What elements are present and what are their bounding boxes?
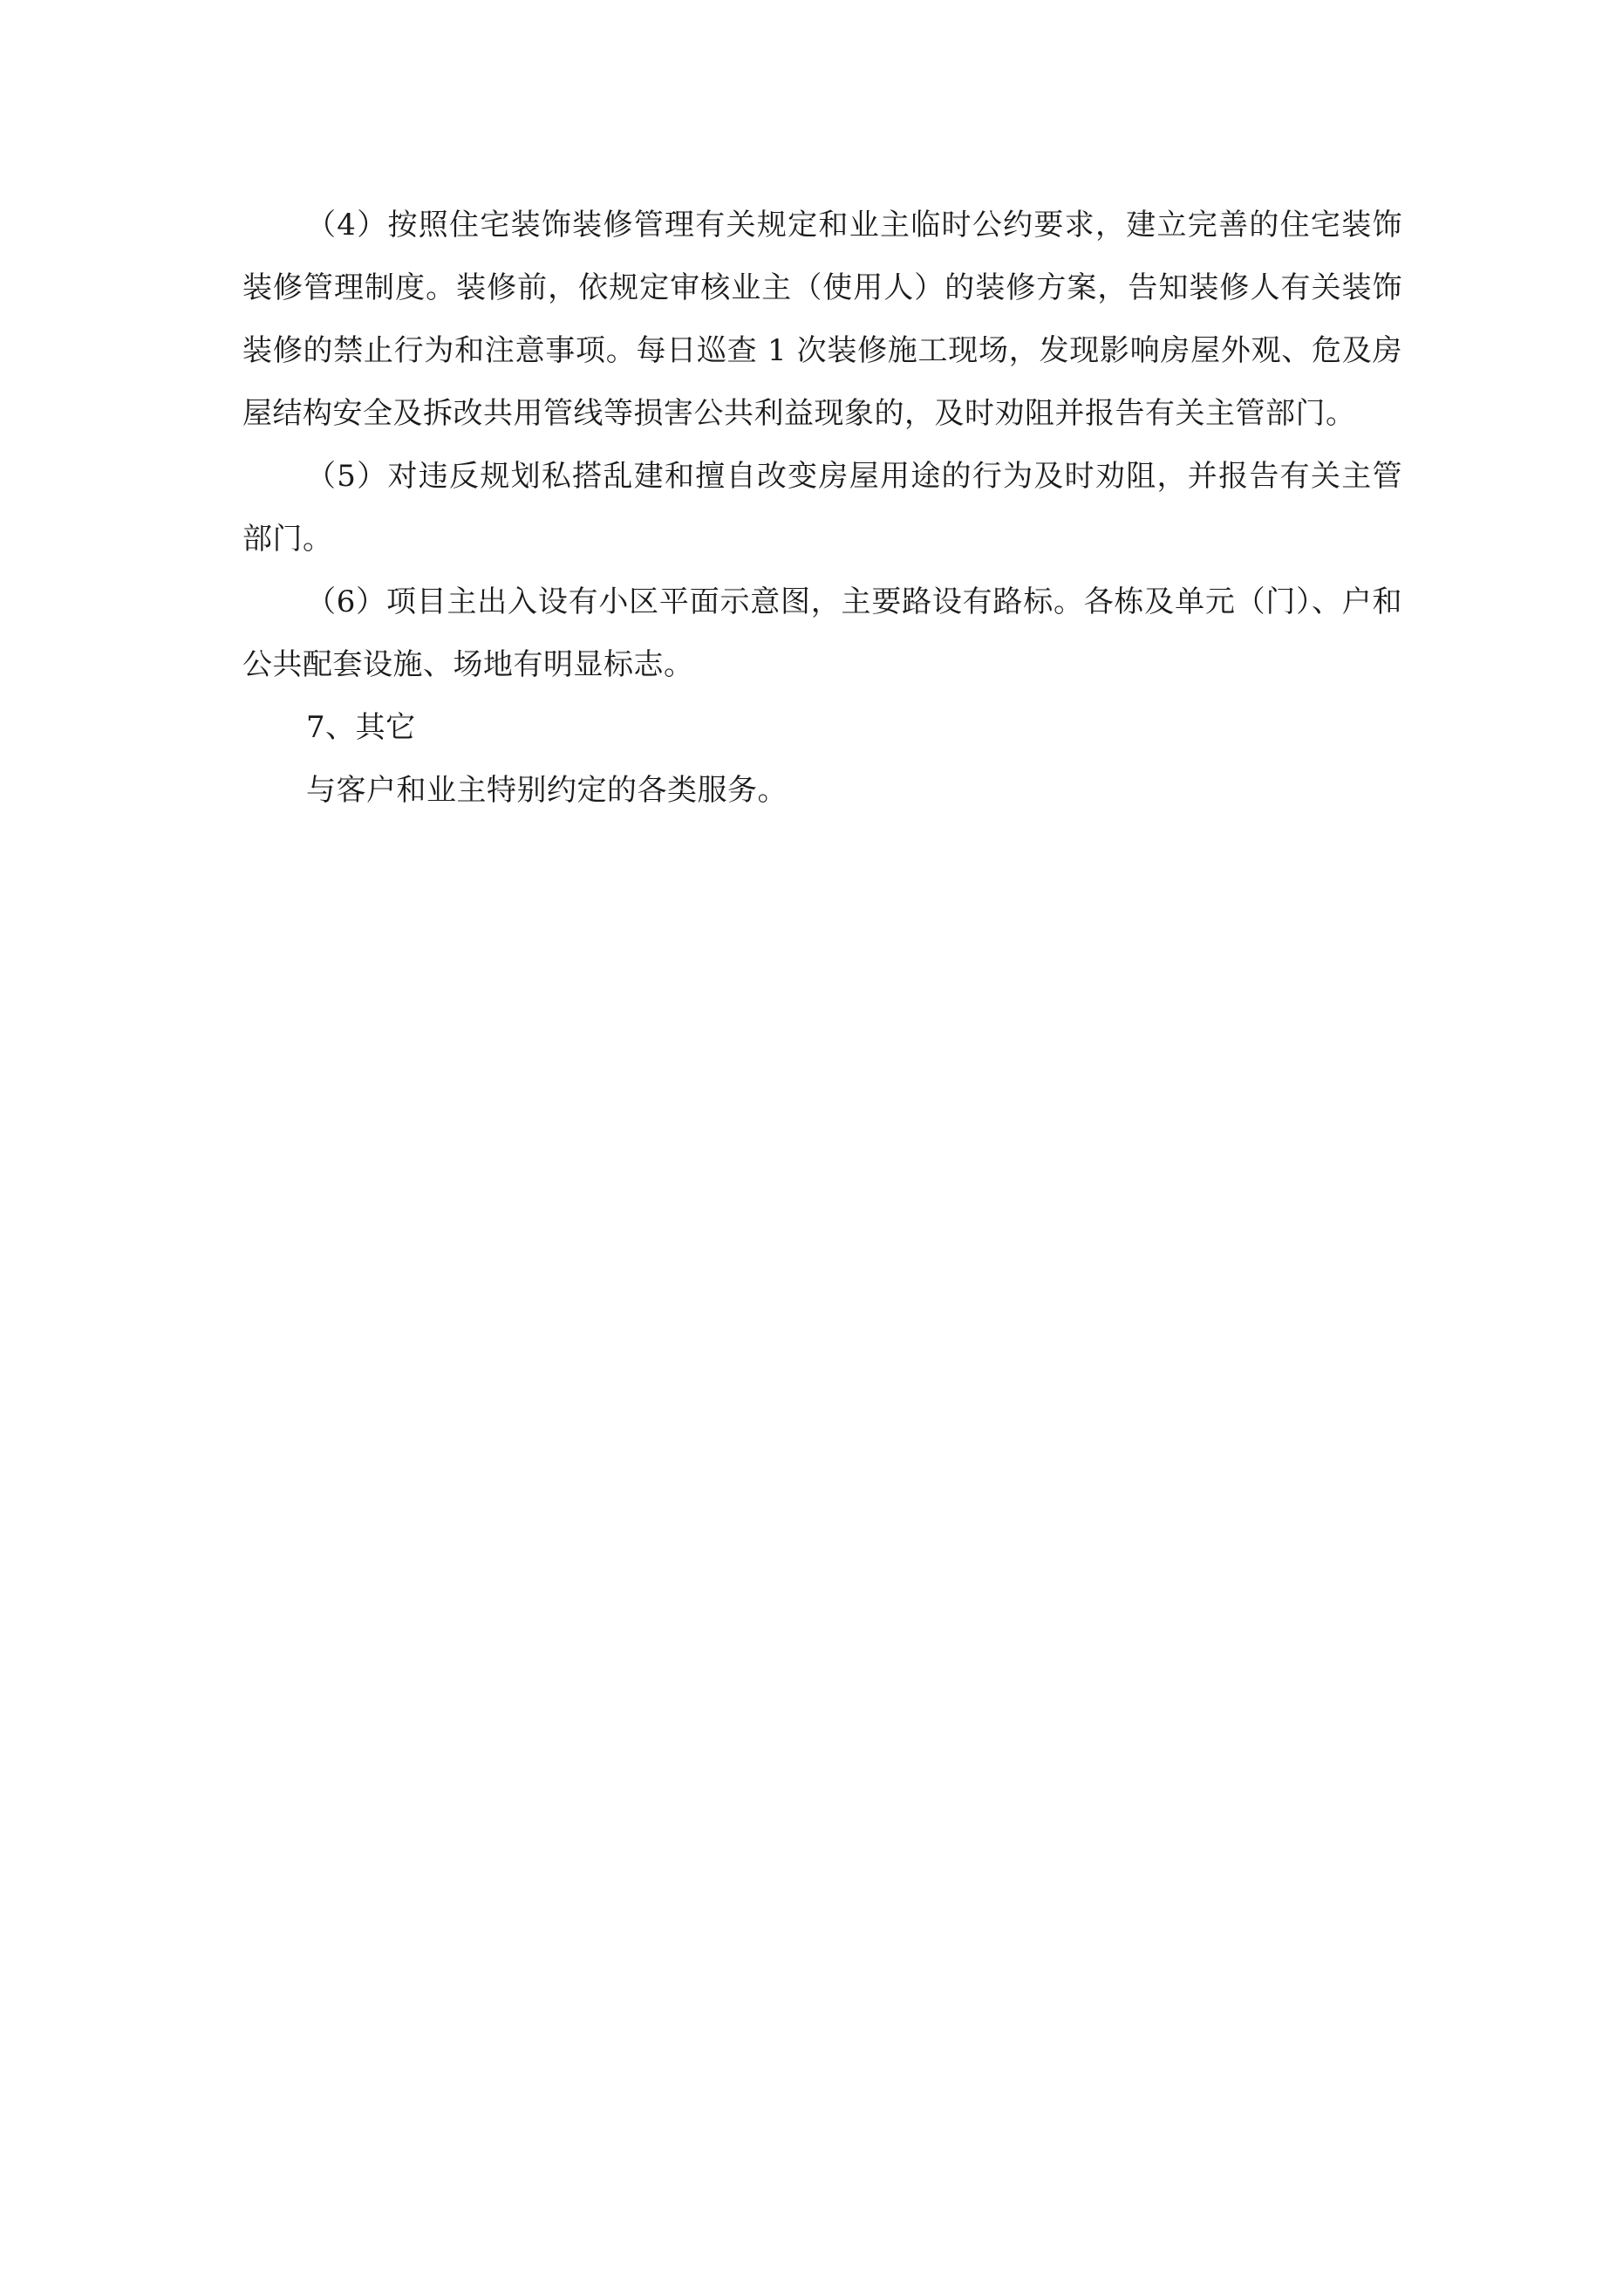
paragraph-decoration-management: （4）按照住宅装饰装修管理有关规定和业主临时公约要求，建立完善的住宅装饰装修管理制度。装修前，依规定审核业主（使用人）的装修方案，告知装修人有关装饰装修的禁止行为和注意事项。每日巡查 1 次装修施工现场，发现影响房屋外观、危及房屋结构安全及拆改共用管线等损害公共利益现象的，及时劝阻并报告有关主管部门。: [242, 208, 1402, 431]
paragraph-signage: （6）项目主出入设有小区平面示意图，主要路设有路标。各栋及单元（门）、户和公共配套设施、场地有明显标志。: [242, 584, 1402, 682]
document-body: [242, 194, 1402, 822]
section-heading-other: 7、其它: [306, 710, 416, 745]
paragraph-special-services: 与客户和业主特别约定的各类服务。: [306, 773, 788, 808]
paragraph-illegal-construction: （5）对违反规划私搭乱建和擅自改变房屋用途的行为及时劝阻，并报告有关主管部门。: [242, 459, 1402, 557]
